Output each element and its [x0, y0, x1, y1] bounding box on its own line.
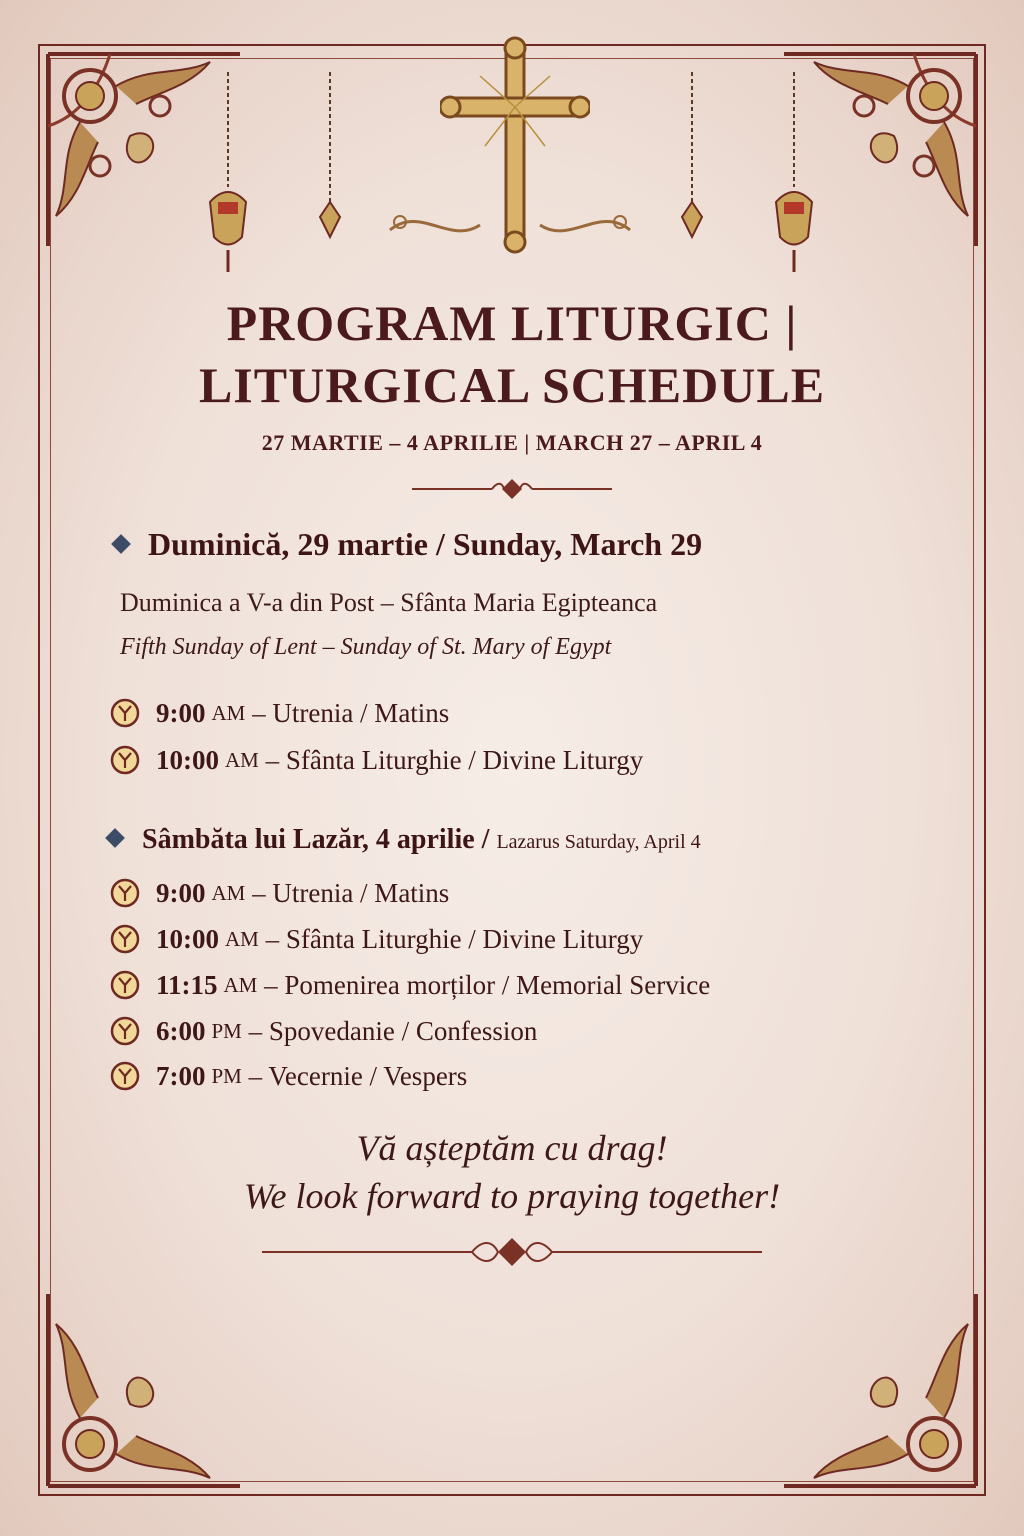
service-name: – Utrenia / Matins [252, 697, 450, 728]
corner-ornament-bottom-left [40, 1284, 250, 1494]
service-time: 10:00 [156, 923, 219, 954]
service-row [110, 1014, 537, 1048]
saturday-heading [108, 824, 701, 856]
service-period: PM [211, 1063, 242, 1088]
clock-icon [110, 745, 140, 775]
clock-icon [110, 878, 140, 908]
clock-icon [110, 1061, 140, 1091]
saturday-heading-main: Sâmbăta lui Lazăr, 4 aprilie [142, 824, 475, 855]
hanging-chain-icon [672, 72, 712, 242]
date-range: 27 MARTIE – 4 APRILIE | MARCH 27 – APRIL 4 [261, 430, 763, 455]
service-name: – Vecernie / Vespers [248, 1060, 468, 1091]
service-row [110, 968, 710, 1002]
service-name: – Spovedanie / Confession [248, 1015, 538, 1046]
title-line-1: PROGRAM LITURGIC | [226, 295, 798, 351]
closing-line-ro: Vă așteptăm cu drag! [356, 1128, 668, 1168]
sunday-feast-en: Fifth Sunday of Lent – Sunday of St. Mary of Egypt [120, 634, 612, 660]
service-period: AM [225, 747, 259, 772]
service-time: 6:00 [156, 1015, 206, 1046]
hanging-chain-icon [310, 72, 350, 242]
service-period: AM [223, 972, 258, 997]
hanging-lamp-icon [198, 72, 258, 282]
service-period: AM [211, 880, 246, 905]
diamond-bullet-icon [105, 828, 125, 848]
sunday-heading [114, 526, 702, 563]
clock-icon [110, 924, 140, 954]
closing-line-en: We look forward to praying together! [243, 1176, 781, 1216]
bottom-divider-ornament [262, 1232, 762, 1272]
service-row [110, 922, 643, 956]
saturday-heading-sep: / [474, 824, 497, 855]
service-row [110, 876, 449, 910]
service-name: – Sfânta Liturghie / Divine Liturgy [265, 923, 644, 954]
service-time: 11:15 [156, 969, 218, 1000]
sunday-heading-text: Duminică, 29 martie / Sunday, March 29 [148, 526, 703, 562]
sunday-feast-ro: Duminica a V-a din Post – Sfânta Maria Egipteanca [120, 588, 658, 617]
service-row [110, 1059, 467, 1093]
divider-ornament [412, 474, 612, 504]
service-time: 9:00 [156, 697, 206, 728]
saturday-heading-en: Lazarus Saturday, April 4 [496, 831, 701, 853]
diamond-bullet-icon [111, 534, 131, 554]
service-time: 7:00 [156, 1060, 206, 1091]
hanging-lamp-icon [764, 72, 824, 282]
service-name: – Pomenirea morților / Memorial Service [264, 969, 711, 1000]
service-time: 10:00 [156, 744, 219, 775]
title-line-2: LITURGICAL SCHEDULE [198, 357, 826, 413]
service-period: PM [211, 1018, 242, 1043]
closing-message [60, 1124, 964, 1220]
corner-ornament-bottom-right [774, 1284, 984, 1494]
service-period: AM [211, 700, 246, 725]
service-period: AM [225, 926, 259, 951]
service-row [110, 743, 643, 777]
service-row [110, 696, 449, 730]
service-name: – Utrenia / Matins [252, 877, 450, 908]
clock-icon [110, 698, 140, 728]
page-title [60, 292, 964, 416]
clock-icon [110, 1016, 140, 1046]
flourish-ornament [380, 200, 640, 250]
service-name: – Sfânta Liturghie / Divine Liturgy [265, 744, 644, 775]
clock-icon [110, 970, 140, 1000]
service-time: 9:00 [156, 877, 206, 908]
